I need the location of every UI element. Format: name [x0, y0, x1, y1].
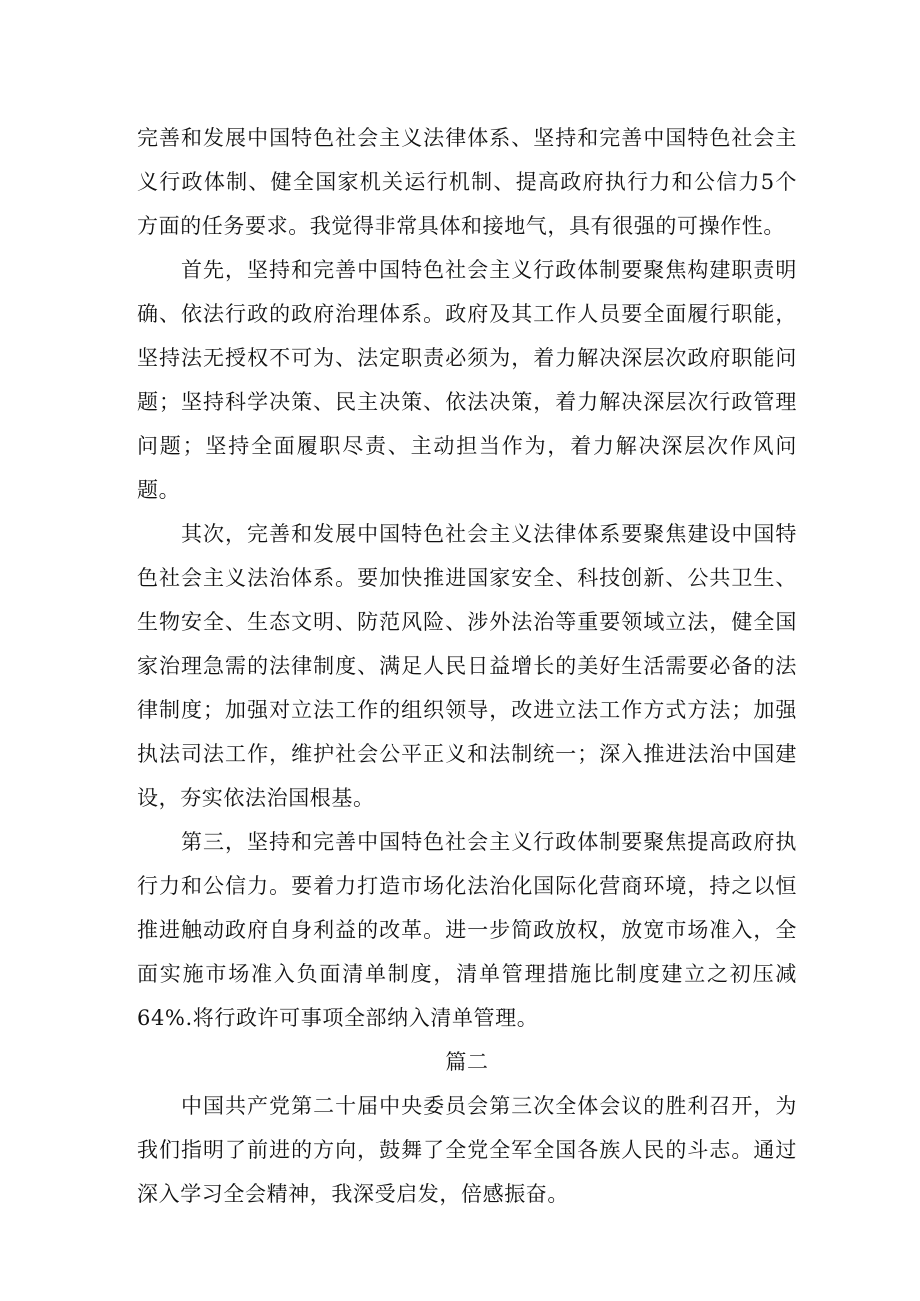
- paragraph-third-point: 第三，坚持和完善中国特色社会主义行政体制要聚焦提高政府执行力和公信力。要着力打造市场化法治化国际化营商环境，持之以恒推进触动政府自身利益的改革。进一步简政放权，放宽市场准入，全面实施市场准入负面清单制度，清单管理措施比制度建立之初压减64%.将行政许可事项全部纳入清单管理。: [137, 830, 797, 1030]
- paragraph-section-two-intro: 中国共产党第二十届中央委员会第三次全体会议的胜利召开，为我们指明了前进的方向，鼓舞了全党全军全国各族人民的斗志。通过深入学习全会精神，我深受启发，倍感振奋。: [137, 1094, 797, 1206]
- paragraph-second-point: 其次，完善和发展中国特色社会主义法律体系要聚焦建设中国特色社会主义法治体系。要加快推进国家安全、科技创新、公共卫生、生物安全、生态文明、防范风险、涉外法治等重要领域立法，健全国家治理急需的法律制度、满足人民日益增长的美好生活需要必备的法律制度；加强对立法工作的组织领导，改进立法工作方式方法；加强执法司法工作，维护社会公平正义和法制统一；深入推进法治中国建设，夯实依法治国根基。: [137, 522, 797, 810]
- paragraph-tasks-summary: 完善和发展中国特色社会主义法律体系、坚持和完善中国特色社会主义行政体制、健全国家机关运行机制、提高政府执行力和公信力5个方面的任务要求。我觉得非常具体和接地气，具有很强的可操作性。: [137, 126, 797, 238]
- section-heading: 篇二: [445, 1050, 489, 1074]
- document-body: [137, 116, 797, 1216]
- paragraph-first-point: 首先，坚持和完善中国特色社会主义行政体制要聚焦构建职责明确、依法行政的政府治理体系。政府及其工作人员要全面履行职能，坚持法无授权不可为、法定职责必须为，着力解决深层次政府职能问题；坚持科学决策、民主决策、依法决策，着力解决深层次行政管理问题；坚持全面履职尽责、主动担当作为，着力解决深层次作风问题。: [137, 258, 797, 502]
